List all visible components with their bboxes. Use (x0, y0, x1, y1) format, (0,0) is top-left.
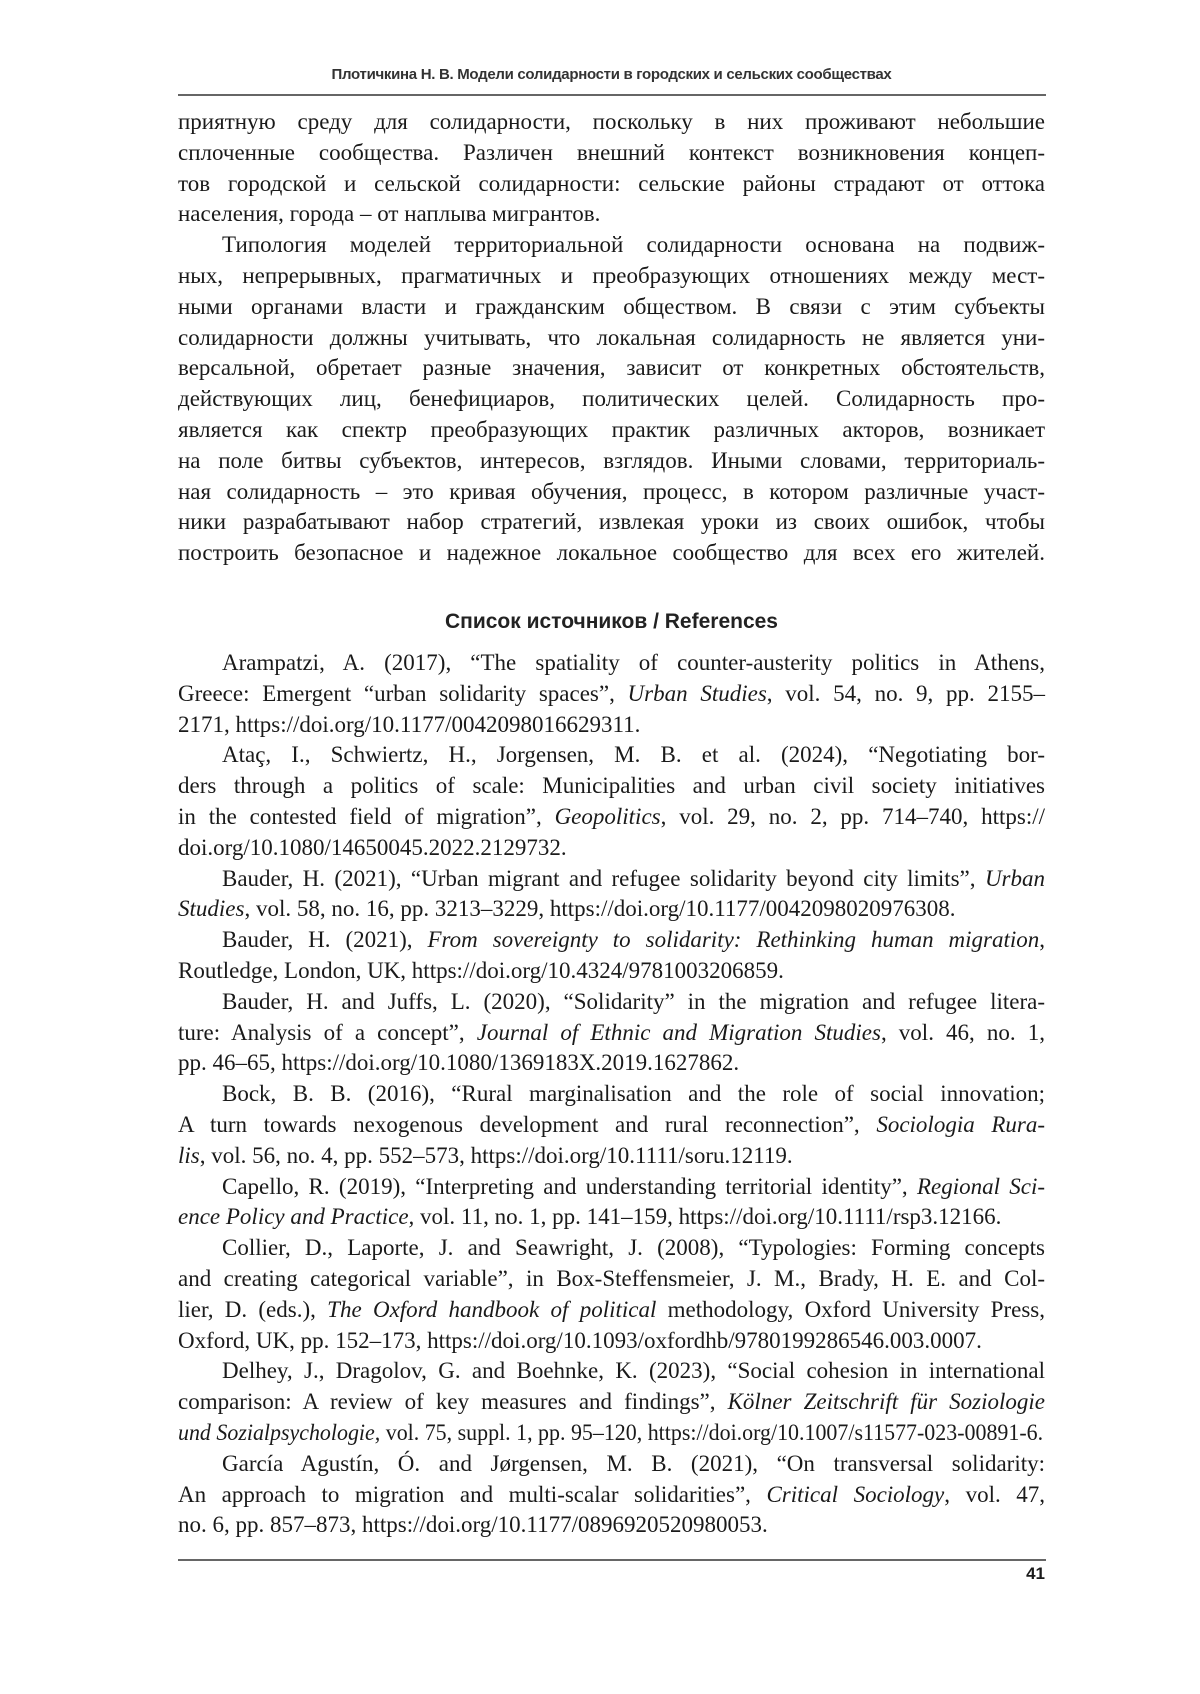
reference-line (178, 1110, 1045, 1141)
reference-text: , vol. 58, no. 16, pp. 3213–3229, https://doi.org/10.1177/0042098020976308. (244, 896, 955, 921)
reference-item (178, 864, 1045, 926)
reference-line (178, 1172, 1045, 1203)
reference-line (178, 1418, 1045, 1449)
reference-source-title: Sociologia Rura- (876, 1112, 1045, 1137)
reference-line (178, 1326, 1045, 1357)
reference-source-title: ence Policy and Practice, (178, 1204, 414, 1229)
reference-source-title: Regional Sci- (917, 1174, 1045, 1199)
reference-text: vol. 11, no. 1, pp. 141–159, https://doi.org/10.1111/rsp3.12166. (414, 1204, 1001, 1229)
reference-text: , (1039, 927, 1045, 952)
reference-text: doi.org/10.1080/14650045.2022.2129732. (178, 835, 567, 860)
reference-text: and creating categorical variable”, in Box-Steffensmeier, J. M., Brady, H. E. and Col- (178, 1266, 1045, 1291)
reference-text: methodology, Oxford University Press, (656, 1297, 1045, 1322)
reference-text: ders through a politics of scale: Municipalities and urban civil society initiatives (178, 773, 1045, 798)
reference-item (178, 648, 1045, 740)
reference-line (178, 925, 1045, 956)
header-rule (178, 94, 1046, 96)
reference-line (178, 1356, 1045, 1387)
text-line: версальной, обретает разные значения, зависит от конкретных обстоятельств, (178, 353, 1045, 384)
reference-item (178, 1233, 1045, 1356)
reference-line (178, 1233, 1045, 1264)
reference-line (178, 833, 1045, 864)
running-head: Плотичкина Н. В. Модели солидарности в городских и сельских сообществах (178, 66, 1045, 83)
reference-text: , vol. 46, no. 1, (881, 1020, 1045, 1045)
reference-text: no. 6, pp. 857–873, https://doi.org/10.1177/0896920520980053. (178, 1512, 768, 1537)
paragraph (178, 230, 1045, 569)
text-line: на поле битвы субъектов, интересов, взглядов. Иными словами, территориаль- (178, 446, 1045, 477)
text-line: является как спектр преобразующих практик различных акторов, возникает (178, 415, 1045, 446)
reference-text: vol. 75, suppl. 1, pp. 95–120, https://doi.org/10.1007/s11577-023-00891-6. (380, 1420, 1043, 1445)
reference-source-title: Kölner Zeitschrift für Soziologie (728, 1389, 1045, 1414)
text-line: тов городской и сельской солидарности: сельские районы страдают от оттока (178, 169, 1045, 200)
reference-line (178, 1449, 1045, 1480)
paragraph (178, 107, 1045, 230)
reference-text: Routledge, London, UK, https://doi.org/10.4324/9781003206859. (178, 958, 784, 983)
reference-line (178, 894, 1045, 925)
reference-item (178, 987, 1045, 1079)
reference-line (178, 1048, 1045, 1079)
reference-text: An approach to migration and multi-scalar solidarities”, (178, 1482, 766, 1507)
text-line: ники разрабатывают набор стратегий, извлекая уроки из своих ошибок, чтобы (178, 507, 1045, 538)
reference-line (178, 1202, 1045, 1233)
reference-text: , vol. 29, no. 2, pp. 714–740, https:// (661, 804, 1045, 829)
reference-line (178, 1480, 1045, 1511)
reference-text: Collier, D., Laporte, J. and Seawright, J. (2008), “Typologies: Forming concepts (222, 1235, 1045, 1260)
reference-item (178, 1356, 1045, 1448)
reference-text: A turn towards nexogenous development and rural reconnection”, (178, 1112, 876, 1137)
reference-line (178, 1264, 1045, 1295)
reference-text: Greece: Emergent “urban solidarity spaces”, (178, 681, 628, 706)
reference-text: comparison: A review of key measures and findings”, (178, 1389, 728, 1414)
reference-source-title: From sovereignty to solidarity: Rethinking human migration (428, 927, 1040, 952)
reference-text: , vol. 56, no. 4, pp. 552–573, https://doi.org/10.1111/soru.12119. (200, 1143, 793, 1168)
reference-line (178, 710, 1045, 741)
reference-text: , vol. 47, (944, 1482, 1045, 1507)
reference-text: Capello, R. (2019), “Interpreting and understanding territorial identity”, (222, 1174, 917, 1199)
reference-item (178, 925, 1045, 987)
text-line: сплоченные сообщества. Различен внешний контекст возникновения концеп- (178, 138, 1045, 169)
reference-item (178, 1172, 1045, 1234)
reference-text: Bauder, H. (2021), (222, 927, 428, 952)
references-heading: Список источников / References (178, 610, 1045, 634)
reference-text: 2171, https://doi.org/10.1177/0042098016629311. (178, 712, 640, 737)
footer-rule (178, 1559, 1046, 1561)
reference-source-title: The Oxford handbook of political (327, 1297, 656, 1322)
text-line: солидарности должны учитывать, что локальная солидарность не является уни- (178, 323, 1045, 354)
reference-line (178, 864, 1045, 895)
reference-source-title: Urban Studies (628, 681, 767, 706)
reference-text: ture: Analysis of a concept”, (178, 1020, 477, 1045)
body-text (178, 107, 1045, 569)
reference-text: Oxford, UK, pp. 152–173, https://doi.org/10.1093/oxfordhb/9780199286546.003.0007. (178, 1328, 982, 1353)
text-line: ных, непрерывных, прагматичных и преобразующих отношениях между мест- (178, 261, 1045, 292)
reference-text: Bauder, H. (2021), “Urban migrant and refugee solidarity beyond city limits”, (222, 866, 985, 891)
references-list (178, 648, 1045, 1541)
reference-line (178, 1141, 1045, 1172)
reference-line (178, 1018, 1045, 1049)
text-line: приятную среду для солидарности, поскольку в них проживают небольшие (178, 107, 1045, 138)
reference-line (178, 771, 1045, 802)
reference-line (178, 679, 1045, 710)
reference-item (178, 1079, 1045, 1171)
reference-source-title: Studies (178, 896, 244, 921)
page-number: 41 (1026, 1564, 1045, 1584)
reference-text: Ataç, I., Schwiertz, H., Jorgensen, M. B. et al. (2024), “Negotiating bor- (222, 742, 1045, 767)
reference-line (178, 1079, 1045, 1110)
text-line: ными органами власти и гражданским обществом. В связи с этим субъекты (178, 292, 1045, 323)
reference-line (178, 802, 1045, 833)
reference-line (178, 1510, 1045, 1541)
reference-text: Bock, B. B. (2016), “Rural marginalisation and the role of social innovation; (222, 1081, 1045, 1106)
reference-line (178, 648, 1045, 679)
reference-text: pp. 46–65, https://doi.org/10.1080/1369183X.2019.1627862. (178, 1050, 739, 1075)
reference-source-title: lis (178, 1143, 200, 1168)
reference-text: Delhey, J., Dragolov, G. and Boehnke, K. (2023), “Social cohesion in international (222, 1358, 1045, 1383)
reference-text: in the contested field of migration”, (178, 804, 555, 829)
reference-line (178, 1387, 1045, 1418)
reference-text: lier, D. (eds.), (178, 1297, 327, 1322)
text-line: построить безопасное и надежное локальное сообщество для всех его жителей. (178, 538, 1045, 569)
text-line: Типология моделей территориальной солидарности основана на подвиж- (178, 230, 1045, 261)
reference-source-title: Urban (985, 866, 1045, 891)
reference-text: Bauder, H. and Juffs, L. (2020), “Solidarity” in the migration and refugee litera- (222, 989, 1045, 1014)
text-line: населения, города – от наплыва мигрантов. (178, 199, 1045, 230)
reference-line (178, 1295, 1045, 1326)
reference-source-title: Journal of Ethnic and Migration Studies (477, 1020, 881, 1045)
reference-item (178, 740, 1045, 863)
reference-text: Arampatzi, A. (2017), “The spatiality of counter-austerity politics in Athens, (222, 650, 1045, 675)
reference-source-title: Geopolitics (555, 804, 661, 829)
reference-text: García Agustín, Ó. and Jørgensen, M. B. (2021), “On transversal solidarity: (222, 1451, 1045, 1476)
reference-line (178, 740, 1045, 771)
reference-line (178, 987, 1045, 1018)
text-line: ная солидарность – это кривая обучения, процесс, в котором различные участ- (178, 477, 1045, 508)
reference-text: , vol. 54, no. 9, pp. 2155– (767, 681, 1045, 706)
reference-source-title: Critical Sociology (766, 1482, 944, 1507)
reference-source-title: und Sozialpsychologie, (178, 1420, 380, 1445)
text-line: действующих лиц, бенефициаров, политических целей. Солидарность про- (178, 384, 1045, 415)
reference-item (178, 1449, 1045, 1541)
reference-line (178, 956, 1045, 987)
